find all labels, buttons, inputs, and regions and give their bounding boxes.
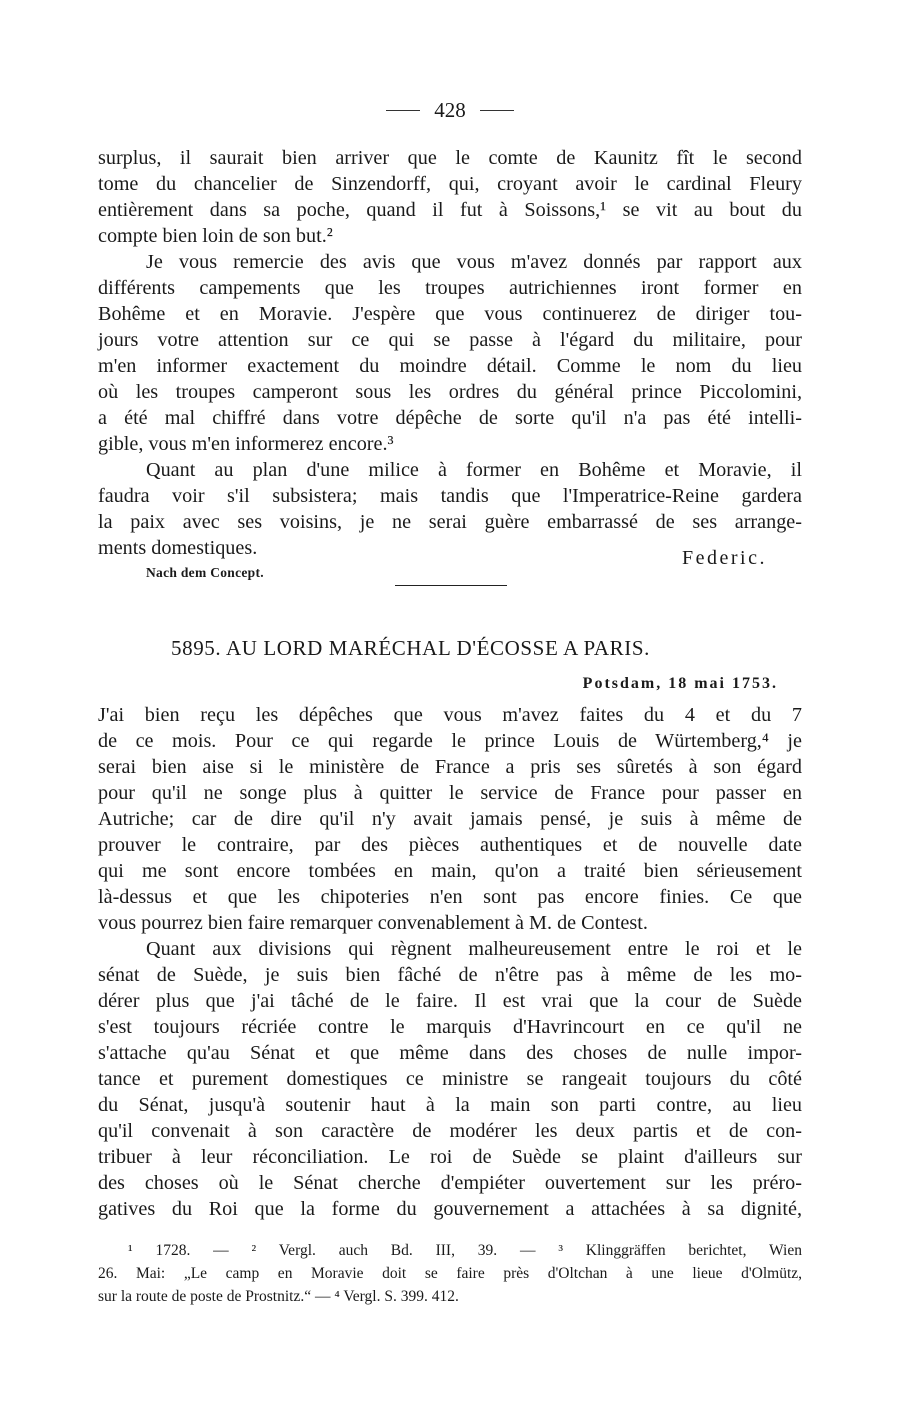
text-line: jours votre attention sur ce qui se passe à l'égard du militaire, pour: [98, 329, 802, 351]
text-line: gatives du Roi que la forme du gouvernement a attachées à sa dignité,: [98, 1198, 802, 1220]
footnote-line: ¹ 1728. — ² Vergl. auch Bd. III, 39. — ³ Klinggräffen berichtet, Wien: [128, 1242, 802, 1259]
text-line: Bohême et en Moravie. J'espère que vous continuerez de diriger tou-: [98, 303, 802, 325]
letter-title: 5895. AU LORD MARÉCHAL D'ÉCOSSE A PARIS.: [171, 636, 650, 660]
text-line: prouver le contraire, par des pièces authentiques et de nouvelle date: [98, 834, 802, 856]
text-line: vous pourrez bien faire remarquer convenablement à M. de Contest.: [98, 912, 648, 934]
letter-place-date: Potsdam, 18 mai 1753.: [582, 675, 778, 692]
text-line: sénat de Suède, je suis bien fâché de n'être pas à même de les mo-: [98, 964, 802, 986]
text-line: Quant aux divisions qui règnent malheureusement entre le roi et le: [146, 938, 802, 960]
footnote-line: sur la route de poste de Prostnitz.“ — ⁴ Vergl. S. 399. 412.: [98, 1288, 459, 1305]
text-line: différents campements que les troupes autrichiennes iront former en: [98, 277, 802, 299]
text-line: s'attache qu'au Sénat et que même dans des choses de nulle impor-: [98, 1042, 802, 1064]
text-line: où les troupes camperont sous les ordres du général prince Piccolomini,: [98, 381, 802, 403]
text-line: Autriche; car de dire qu'il n'y avait jamais pensé, je suis à même de: [98, 808, 802, 830]
text-line: qui me sont encore tombées en main, qu'on a traité bien sérieusement: [98, 860, 802, 882]
text-line: ments domestiques.: [98, 537, 258, 559]
text-line: Quant au plan d'une milice à former en Bohême et Moravie, il: [146, 459, 802, 481]
text-line: Je vous remercie des avis que vous m'avez donnés par rapport aux: [146, 251, 802, 273]
text-line: serai bien aise si le ministère de France a pris ses sûretés à son égard: [98, 756, 802, 778]
source-note: Nach dem Concept.: [146, 565, 264, 580]
text-line: compte bien loin de son but.²: [98, 225, 333, 247]
text-line: gible, vous m'en informerez encore.³: [98, 433, 394, 455]
section-divider: [395, 585, 507, 586]
text-line: entièrement dans sa poche, quand il fut à Soissons,¹ se vit au bout du: [98, 199, 802, 221]
text-line: pour qu'il ne songe plus à quitter le service de France pour passer en: [98, 782, 802, 804]
text-line: dérer plus que j'ai tâché de le faire. Il est vrai que la cour de Suède: [98, 990, 802, 1012]
text-line: des choses où le Sénat cherche d'empiéter ouvertement sur les préro-: [98, 1172, 802, 1194]
text-line: qu'il convenait à son caractère de modérer les deux partis et de con-: [98, 1120, 802, 1142]
signature: Federic.: [682, 547, 767, 569]
text-line: la paix avec ses voisins, je ne serai guère embarrassé de ses arrange-: [98, 511, 802, 533]
text-line: m'en informer exactement du moindre détail. Comme le nom du lieu: [98, 355, 802, 377]
page-header: [0, 98, 900, 123]
text-line: surplus, il saurait bien arriver que le comte de Kaunitz fît le second: [98, 147, 802, 169]
text-line: a été mal chiffré dans votre dépêche de sorte qu'il n'a pas été intelli-: [98, 407, 802, 429]
text-line: tribuer à leur réconciliation. Le roi de Suède se plaint d'ailleurs sur: [98, 1146, 802, 1168]
page-number: 428: [434, 98, 466, 122]
text-line: de ce mois. Pour ce qui regarde le prince Louis de Würtemberg,⁴ je: [98, 730, 802, 752]
header-rule-left: [386, 110, 420, 111]
text-line: faudra voir s'il subsistera; mais tandis que l'Imperatrice-Reine gardera: [98, 485, 802, 507]
text-line: s'est toujours récriée contre le marquis d'Havrincourt en ce qu'il ne: [98, 1016, 802, 1038]
text-line: tome du chancelier de Sinzendorff, qui, croyant avoir le cardinal Fleury: [98, 173, 802, 195]
text-line: là-dessus et que les chipoteries n'en sont pas encore finies. Ce que: [98, 886, 802, 908]
text-line: J'ai bien reçu les dépêches que vous m'avez faites du 4 et du 7: [98, 704, 802, 726]
text-line: tance et purement domestiques ce ministre se rangeait toujours du côté: [98, 1068, 802, 1090]
footnote-line: 26. Mai: „Le camp en Moravie doit se faire près d'Oltchan à une lieue d'Olmütz,: [98, 1265, 802, 1282]
header-rule-right: [480, 110, 514, 111]
text-line: du Sénat, jusqu'à soutenir haut à la main son parti contre, au lieu: [98, 1094, 802, 1116]
